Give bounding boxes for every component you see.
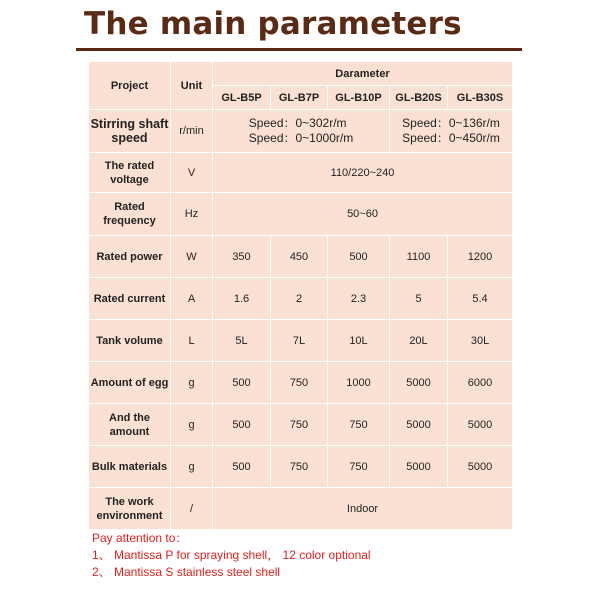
- cell-value: 750: [271, 404, 328, 446]
- cell-value: 350: [213, 236, 271, 278]
- row-label: The work environment: [89, 488, 171, 530]
- cell-value: 30L: [448, 320, 513, 362]
- table-row: [89, 320, 513, 362]
- cell-value: 5: [390, 278, 448, 320]
- speed-value: Speed：0~136r/m: [402, 116, 500, 130]
- cell-value: 750: [271, 362, 328, 404]
- speed-value: Speed：0~450r/m: [402, 131, 500, 145]
- cell-value: 7L: [271, 320, 328, 362]
- cell-value: 750: [328, 446, 390, 488]
- cell-value: 10L: [328, 320, 390, 362]
- row-unit: g: [171, 446, 213, 488]
- page-title: The main parameters: [84, 6, 462, 42]
- row-label: The rated voltage: [89, 153, 171, 193]
- cell-value: 1200: [448, 236, 513, 278]
- row-label: Bulk materials: [89, 446, 171, 488]
- note-item: 1、 Mantissa P for spraying shell， 12 color optional: [92, 548, 371, 562]
- row-unit: /: [171, 488, 213, 530]
- parameters-table: [88, 61, 513, 530]
- model-header: GL-B20S: [390, 86, 448, 110]
- cell-value: 750: [328, 404, 390, 446]
- row-label: Amount of egg: [89, 362, 171, 404]
- cell-value: 1000: [328, 362, 390, 404]
- table-row: [89, 404, 513, 446]
- cell-value: 1100: [390, 236, 448, 278]
- speed-value: Speed：0~302r/m: [248, 116, 347, 130]
- speed-p-series: [213, 110, 390, 153]
- model-header: GL-B5P: [213, 86, 271, 110]
- note-item: 2、 Mantissa S stainless steel shell: [92, 565, 281, 579]
- row-unit: V: [171, 153, 213, 193]
- row-unit: r/min: [171, 110, 213, 153]
- table-row: [89, 362, 513, 404]
- row-unit: L: [171, 320, 213, 362]
- table-row-environment: [89, 488, 513, 530]
- cell-value: 500: [213, 362, 271, 404]
- row-unit: g: [171, 362, 213, 404]
- row-label: Rated frequency: [89, 193, 171, 236]
- row-unit: W: [171, 236, 213, 278]
- row-label: Tank volume: [89, 320, 171, 362]
- table-row-voltage: [89, 153, 513, 193]
- table-row: [89, 446, 513, 488]
- cell-value: 2: [271, 278, 328, 320]
- cell-value: 5000: [448, 404, 513, 446]
- cell-value: 5000: [448, 446, 513, 488]
- notes: [92, 530, 371, 581]
- cell-value: 5000: [390, 404, 448, 446]
- row-unit: Hz: [171, 193, 213, 236]
- row-value-merged: 50~60: [213, 193, 513, 236]
- model-header: GL-B7P: [271, 86, 328, 110]
- row-unit: A: [171, 278, 213, 320]
- header-project: Project: [89, 62, 171, 110]
- cell-value: 1.6: [213, 278, 271, 320]
- header-row: [89, 62, 513, 86]
- cell-value: 500: [213, 446, 271, 488]
- row-label: Stirring shaft speed: [89, 110, 171, 153]
- row-unit: g: [171, 404, 213, 446]
- cell-value: 5.4: [448, 278, 513, 320]
- cell-value: 20L: [390, 320, 448, 362]
- speed-s-series: [390, 110, 513, 153]
- model-header: GL-B10P: [328, 86, 390, 110]
- row-label: And the amount: [89, 404, 171, 446]
- row-label: Rated current: [89, 278, 171, 320]
- cell-value: 5000: [390, 362, 448, 404]
- cell-value: 2.3: [328, 278, 390, 320]
- speed-value: Speed：0~1000r/m: [248, 131, 354, 145]
- table-row: [89, 278, 513, 320]
- cell-value: 750: [271, 446, 328, 488]
- cell-value: 5L: [213, 320, 271, 362]
- model-header: GL-B30S: [448, 86, 513, 110]
- cell-value: 6000: [448, 362, 513, 404]
- table-row-stirring: [89, 110, 513, 153]
- row-label: Rated power: [89, 236, 171, 278]
- cell-value: 500: [328, 236, 390, 278]
- header-unit: Unit: [171, 62, 213, 110]
- header-parameter: Darameter: [213, 62, 513, 86]
- notes-heading: Pay attention to：: [92, 531, 188, 545]
- row-value-merged: Indoor: [213, 488, 513, 530]
- table-row: [89, 236, 513, 278]
- table-row-frequency: [89, 193, 513, 236]
- cell-value: 500: [213, 404, 271, 446]
- row-value-merged: 110/220~240: [213, 153, 513, 193]
- title-underline: [76, 48, 522, 51]
- cell-value: 450: [271, 236, 328, 278]
- cell-value: 5000: [390, 446, 448, 488]
